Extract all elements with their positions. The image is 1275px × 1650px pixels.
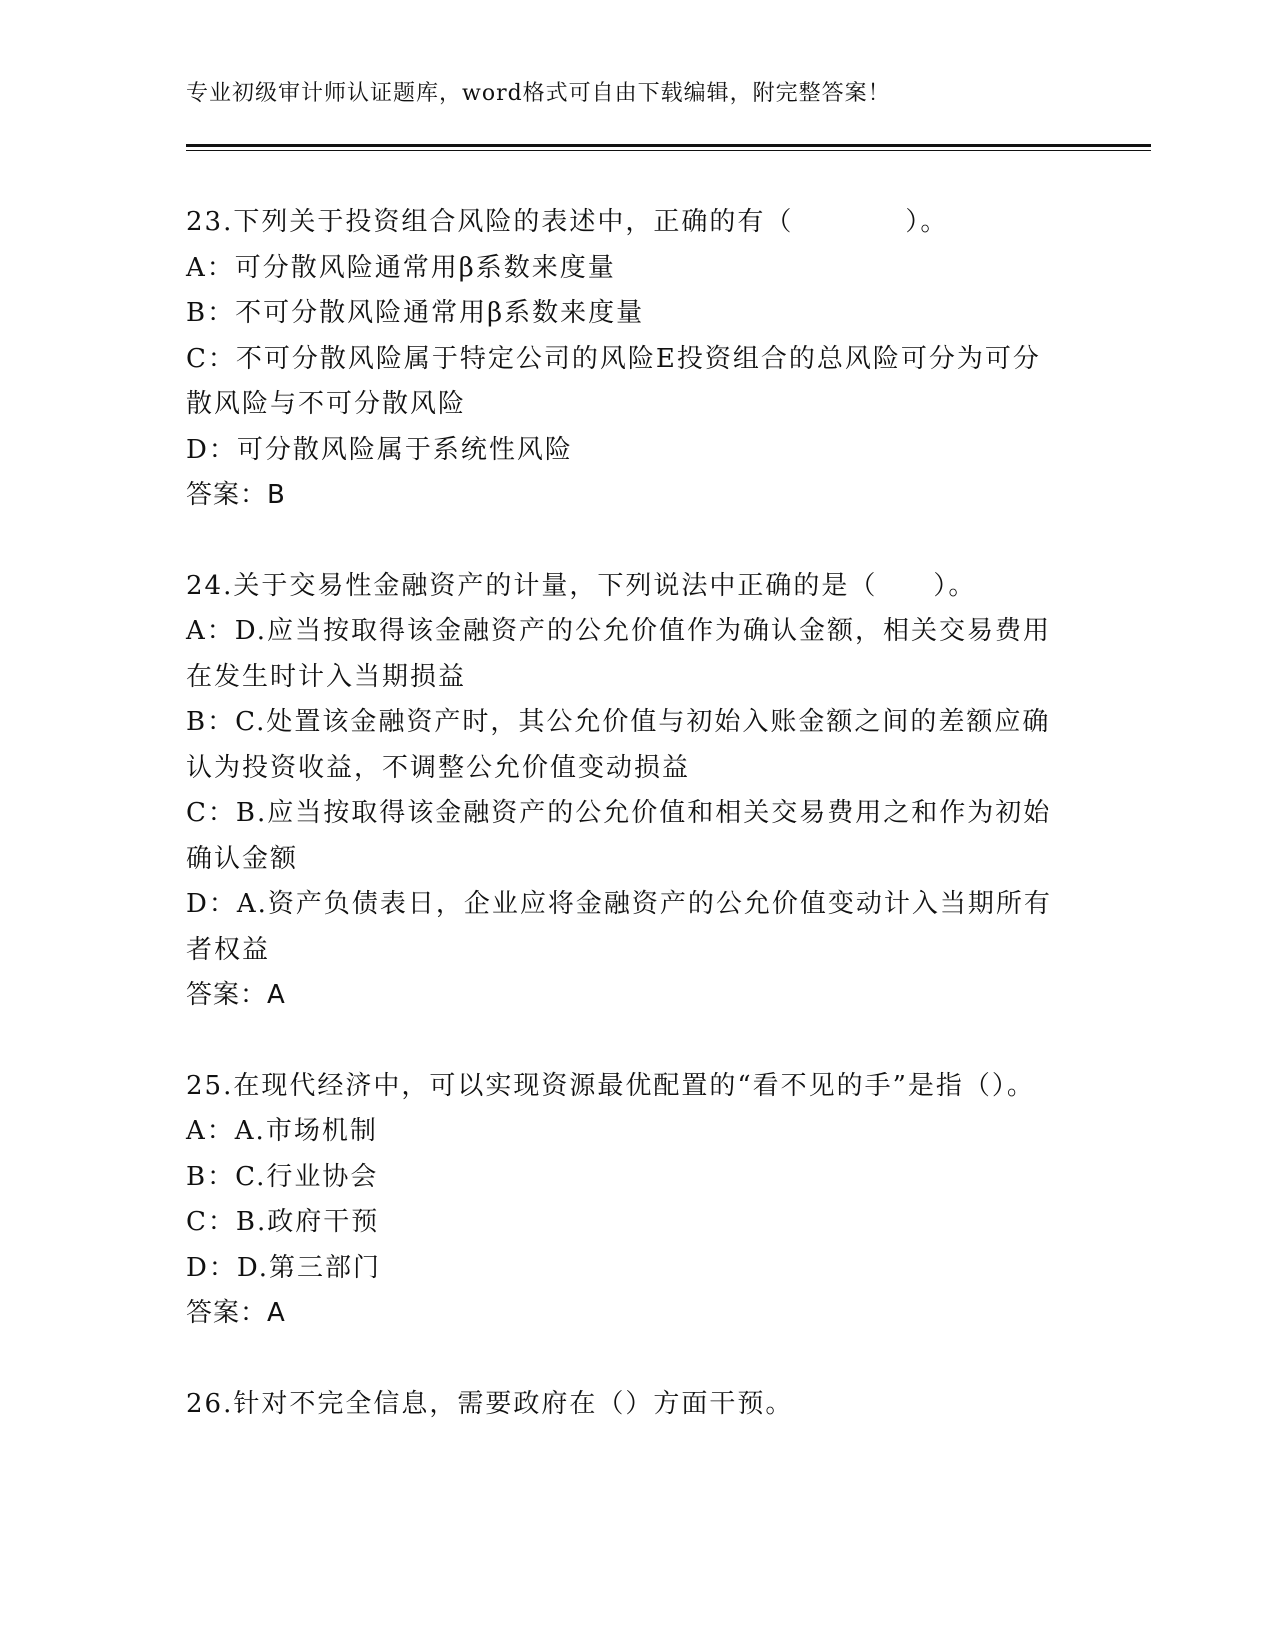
question-stem: 25.在现代经济中，可以实现资源最优配置的“看不见的手”是指（）。	[186, 1070, 1035, 1101]
spacer	[186, 1019, 1066, 1064]
option-d: D：D.第三部门	[186, 1252, 382, 1283]
question-list	[186, 200, 1066, 1427]
option-d: D：可分散风险属于系统性风险	[186, 434, 573, 465]
option-c: C：不可分散风险属于特定公司的风险E投资组合的总风险可分为可分散风险与不可分散风险	[186, 343, 1041, 419]
spacer	[186, 519, 1066, 564]
answer: 答案：A	[186, 1298, 286, 1328]
option-b: B：C.行业协会	[186, 1161, 379, 1192]
question-24	[186, 564, 1066, 1019]
option-a: A：可分散风险通常用β系数来度量	[186, 252, 616, 283]
page-header: 专业初级审计师认证题库，word格式可自由下载编辑，附完整答案！	[186, 81, 891, 106]
spacer	[186, 1337, 1066, 1382]
option-d: D：A.资产负债表日，企业应将金融资产的公允价值变动计入当期所有者权益	[186, 889, 1052, 965]
option-a: A：A.市场机制	[186, 1116, 378, 1146]
question-25	[186, 1064, 1066, 1337]
question-26	[186, 1382, 1066, 1428]
question-stem: 26.针对不完全信息，需要政府在（）方面干预。	[186, 1388, 794, 1419]
option-a: A：D.应当按取得该金融资产的公允价值作为确认金额，相关交易费用在发生时计入当期损益	[186, 616, 1051, 692]
answer: 答案：A	[186, 980, 286, 1010]
option-c: C：B.政府干预	[186, 1207, 380, 1237]
option-c: C：B.应当按取得该金融资产的公允价值和相关交易费用之和作为初始确认金额	[186, 798, 1052, 874]
option-b: B：C.处置该金融资产时，其公允价值与初始入账金额之间的差额应确认为投资收益，不调整公允价值变动损益	[186, 707, 1051, 783]
answer: 答案：B	[186, 480, 286, 510]
header-rule-thin	[186, 150, 1151, 151]
question-stem: 23.下列关于投资组合风险的表述中，正确的有（ ）。	[186, 207, 949, 237]
question-stem: 24.关于交易性金融资产的计量，下列说法中正确的是（ ）。	[186, 570, 977, 601]
option-b: B：不可分散风险通常用β系数来度量	[186, 298, 645, 328]
question-23	[186, 200, 1066, 519]
header-rule-thick	[186, 144, 1151, 147]
